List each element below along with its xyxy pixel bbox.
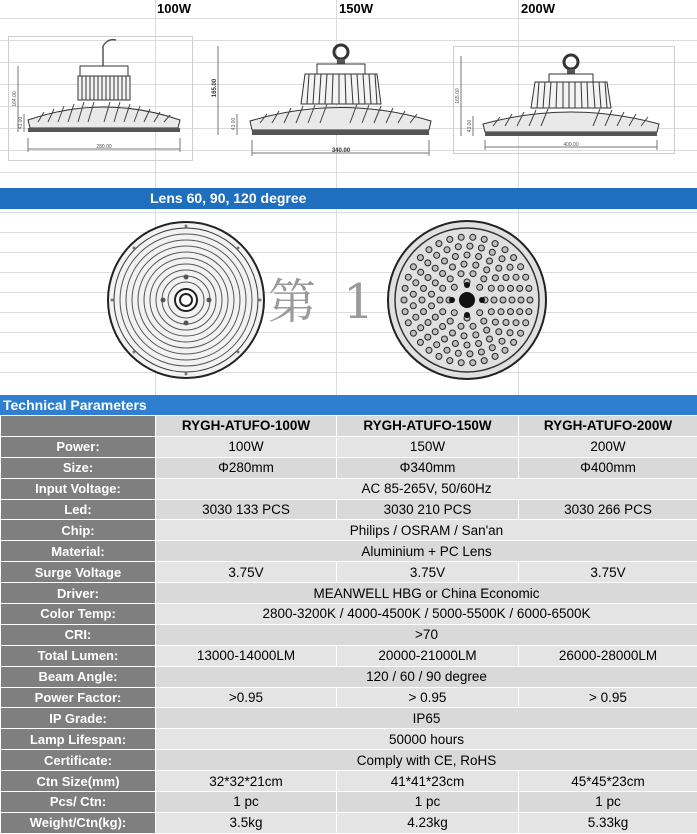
led-dot — [489, 345, 495, 351]
lens-front-image — [106, 220, 266, 380]
row-value: 3.5kg — [156, 812, 337, 833]
led-dot — [509, 297, 515, 303]
row-value: >0.95 — [156, 687, 337, 708]
row-value: 1 pc — [156, 792, 337, 813]
row-value: > 0.95 — [337, 687, 519, 708]
led-dot — [425, 275, 431, 281]
led-dot — [523, 274, 529, 280]
drawing-200w — [453, 46, 675, 154]
led-dot — [426, 247, 432, 253]
led-dot — [526, 285, 532, 291]
led-dot — [499, 256, 505, 262]
led-dot — [502, 247, 508, 253]
led-dot — [492, 319, 498, 325]
led-dot — [517, 285, 523, 291]
led-dot — [467, 243, 473, 249]
table-header-row — [1, 416, 697, 437]
header-blank-cell — [1, 416, 156, 437]
led-dot — [499, 338, 505, 344]
row-label: Material: — [1, 541, 156, 562]
row-value: 3030 266 PCS — [519, 499, 697, 520]
row-value: 100W — [156, 436, 337, 457]
led-dot — [477, 284, 483, 290]
row-value: 3030 210 PCS — [337, 499, 519, 520]
table-row — [1, 812, 697, 833]
table-row — [1, 708, 697, 729]
led-dot — [513, 320, 519, 326]
led-dot — [405, 320, 411, 326]
led-dot — [442, 258, 448, 264]
led-dot — [461, 261, 467, 267]
led-dot — [470, 271, 476, 277]
watermark-text: 第 1 — [268, 263, 380, 332]
row-value: 26000-28000LM — [519, 645, 697, 666]
table-row — [1, 520, 697, 541]
led-dot — [470, 360, 476, 366]
row-value: 3030 133 PCS — [156, 499, 337, 520]
row-value: 5.33kg — [519, 812, 697, 833]
led-dot — [484, 267, 490, 273]
model-150w: RYGH-ATUFO-150W — [337, 416, 519, 437]
row-label: IP Grade: — [1, 708, 156, 729]
led-dot — [447, 236, 453, 242]
led-dot — [458, 271, 464, 277]
led-dot — [481, 358, 487, 364]
row-value: Φ400mm — [519, 457, 697, 478]
table-row — [1, 750, 697, 771]
table-row — [1, 771, 697, 792]
led-dot — [508, 285, 514, 291]
led-dot — [434, 342, 440, 348]
led-dot — [418, 325, 424, 331]
led-dot — [473, 332, 479, 338]
led-dot — [402, 309, 408, 315]
row-label: Input Voltage: — [1, 478, 156, 499]
led-dot — [410, 330, 416, 336]
led-dot — [434, 252, 440, 258]
led-dot — [496, 329, 502, 335]
led-dot — [470, 323, 476, 329]
table-row — [1, 562, 697, 583]
dim-width-200w: 400.00 — [563, 142, 579, 148]
led-dot — [432, 314, 438, 320]
led-dot — [444, 347, 450, 353]
led-dot — [410, 264, 416, 270]
row-value: Φ340mm — [337, 457, 519, 478]
led-dot — [421, 285, 427, 291]
led-dot — [481, 276, 487, 282]
led-dot — [432, 329, 438, 335]
model-100w: RYGH-ATUFO-100W — [156, 416, 337, 437]
led-dot — [518, 330, 524, 336]
row-value: 1 pc — [337, 792, 519, 813]
table-row — [1, 457, 697, 478]
row-value-all: 2800-3200K / 4000-4500K / 5000-5500K / 6000-6500K — [156, 604, 697, 625]
table-row — [1, 645, 697, 666]
led-dot — [496, 265, 502, 271]
led-dot — [511, 339, 517, 345]
led-dot — [450, 264, 456, 270]
led-dot — [417, 339, 423, 345]
led-dot — [476, 254, 482, 260]
led-dot — [478, 349, 484, 355]
dim-width-100w: 280.00 — [96, 144, 112, 150]
led-dot — [523, 320, 529, 326]
dim-height-100w: 164.00 — [12, 91, 18, 107]
led-dot — [477, 310, 483, 316]
led-dot — [478, 245, 484, 251]
led-dot — [452, 254, 458, 260]
row-value: Φ280mm — [156, 457, 337, 478]
row-label: Power: — [1, 436, 156, 457]
led-dot — [440, 271, 446, 277]
led-dot — [436, 241, 442, 247]
drawing-100w — [8, 36, 193, 161]
dim-width-150w: 340.00 — [332, 148, 351, 154]
row-value: 41*41*23cm — [337, 771, 519, 792]
row-value-all: 50000 hours — [156, 729, 697, 750]
row-value: 45*45*23cm — [519, 771, 697, 792]
led-dot — [526, 309, 532, 315]
row-label: Driver: — [1, 583, 156, 604]
led-dot — [421, 309, 427, 315]
row-value-all: IP65 — [156, 708, 697, 729]
led-dot — [425, 260, 431, 266]
led-dot — [492, 241, 498, 247]
table-row — [1, 583, 697, 604]
led-dot — [452, 341, 458, 347]
row-value-all: 120 / 60 / 90 degree — [156, 666, 697, 687]
row-label: Certificate: — [1, 750, 156, 771]
led-dot — [451, 310, 457, 316]
led-dot — [410, 291, 416, 297]
led-dot — [498, 285, 504, 291]
led-dot — [447, 276, 453, 282]
row-label: Total Lumen: — [1, 645, 156, 666]
led-dot — [491, 297, 497, 303]
led-dot — [455, 244, 461, 250]
row-value-all: Aluminium + PC Lens — [156, 541, 697, 562]
table-row — [1, 604, 697, 625]
led-dot — [503, 320, 509, 326]
led-dot — [429, 303, 435, 309]
row-value-all: AC 85-265V, 50/60Hz — [156, 478, 697, 499]
led-dot — [447, 358, 453, 364]
table-row — [1, 792, 697, 813]
row-value: > 0.95 — [519, 687, 697, 708]
dim-height-200w: 165.00 — [455, 88, 461, 104]
table-row — [1, 729, 697, 750]
table-row — [1, 436, 697, 457]
row-label: Led: — [1, 499, 156, 520]
led-dot — [458, 234, 464, 240]
led-dot — [507, 264, 513, 270]
led-dot — [492, 353, 498, 359]
led-dot — [481, 236, 487, 242]
led-dot — [467, 351, 473, 357]
led-dot — [451, 284, 457, 290]
row-label: Power Factor: — [1, 687, 156, 708]
led-dot — [440, 285, 446, 291]
led-dot — [484, 327, 490, 333]
led-dot — [413, 280, 419, 286]
table-row — [1, 499, 697, 520]
led-dot — [413, 314, 419, 320]
parameters-table — [0, 415, 697, 834]
led-dot — [444, 247, 450, 253]
led-dot — [508, 309, 514, 315]
led-dot — [417, 255, 423, 261]
dim-base-150w: 43.00 — [231, 118, 237, 131]
led-dot — [429, 291, 435, 297]
led-dot — [503, 275, 509, 281]
led-dot — [436, 353, 442, 359]
row-value: 32*32*21cm — [156, 771, 337, 792]
row-label: Surge Voltage — [1, 562, 156, 583]
led-dot — [498, 309, 504, 315]
table-row — [1, 478, 697, 499]
led-dot — [464, 342, 470, 348]
led-dot — [464, 252, 470, 258]
led-dot — [458, 323, 464, 329]
column-150w: 150W — [339, 0, 373, 18]
dim-height-150w: 165.00 — [212, 78, 218, 97]
row-label: Chip: — [1, 520, 156, 541]
dim-base-100w: 43.00 — [18, 117, 24, 130]
led-dot — [527, 297, 533, 303]
led-dot — [432, 280, 438, 286]
row-value: 3.75V — [156, 562, 337, 583]
led-dot — [447, 318, 453, 324]
model-200w: RYGH-ATUFO-200W — [519, 416, 697, 437]
row-label: Beam Angle: — [1, 666, 156, 687]
row-value-all: Comply with CE, RoHS — [156, 750, 697, 771]
led-dot — [461, 333, 467, 339]
led-dot — [432, 265, 438, 271]
row-label: Weight/Ctn(kg): — [1, 812, 156, 833]
led-dot — [440, 324, 446, 330]
led-dot — [426, 347, 432, 353]
column-100w: 100W — [157, 0, 191, 18]
led-dot — [511, 255, 517, 261]
led-dot — [402, 285, 408, 291]
led-dot — [473, 262, 479, 268]
row-value-all: Philips / OSRAM / San'an — [156, 520, 697, 541]
table-row — [1, 541, 697, 562]
led-dot — [492, 275, 498, 281]
row-value: 13000-14000LM — [156, 645, 337, 666]
row-label: CRI: — [1, 624, 156, 645]
led-dot — [518, 297, 524, 303]
row-value-all: MEANWELL HBG or China Economic — [156, 583, 697, 604]
row-value-all: >70 — [156, 624, 697, 645]
row-value: 4.23kg — [337, 812, 519, 833]
row-value: 150W — [337, 436, 519, 457]
led-dot — [437, 297, 443, 303]
table-row — [1, 666, 697, 687]
led-dot — [481, 318, 487, 324]
row-label: Size: — [1, 457, 156, 478]
row-value: 1 pc — [519, 792, 697, 813]
led-dot — [487, 336, 493, 342]
technical-parameters-bar — [0, 395, 697, 415]
led-dot — [418, 269, 424, 275]
led-dot — [488, 285, 494, 291]
dim-base-200w: 43.00 — [467, 120, 473, 133]
led-dot — [518, 264, 524, 270]
row-value: 20000-21000LM — [337, 645, 519, 666]
row-label: Ctn Size(mm) — [1, 771, 156, 792]
led-dot — [450, 330, 456, 336]
led-dot — [440, 309, 446, 315]
led-dot — [502, 347, 508, 353]
led-dot — [513, 274, 519, 280]
row-label: Pcs/ Ctn: — [1, 792, 156, 813]
led-dot — [489, 249, 495, 255]
row-label: Lamp Lifespan: — [1, 729, 156, 750]
led-dot — [517, 309, 523, 315]
led-dot — [500, 297, 506, 303]
row-value: 200W — [519, 436, 697, 457]
technical-parameters-title: Technical Parameters — [3, 395, 147, 415]
led-dot — [487, 258, 493, 264]
led-dot — [476, 341, 482, 347]
table-row — [1, 687, 697, 708]
row-value: 3.75V — [519, 562, 697, 583]
led-dot — [455, 350, 461, 356]
led-dot — [425, 320, 431, 326]
led-dot — [401, 297, 407, 303]
drawing-150w — [205, 36, 445, 161]
led-dot — [419, 297, 425, 303]
led-dot — [507, 330, 513, 336]
led-dot — [405, 274, 411, 280]
led-dot — [425, 334, 431, 340]
led-dot — [488, 309, 494, 315]
led-dot — [458, 360, 464, 366]
row-label: Color Temp: — [1, 604, 156, 625]
lens-banner-text: Lens 60, 90, 120 degree — [150, 188, 306, 209]
row-value: 3.75V — [337, 562, 519, 583]
led-dot — [442, 336, 448, 342]
lens-banner — [0, 188, 697, 209]
column-200w: 200W — [521, 0, 555, 18]
table-row — [1, 624, 697, 645]
led-dot — [470, 234, 476, 240]
lens-led-image — [386, 219, 548, 381]
led-dot — [410, 303, 416, 309]
